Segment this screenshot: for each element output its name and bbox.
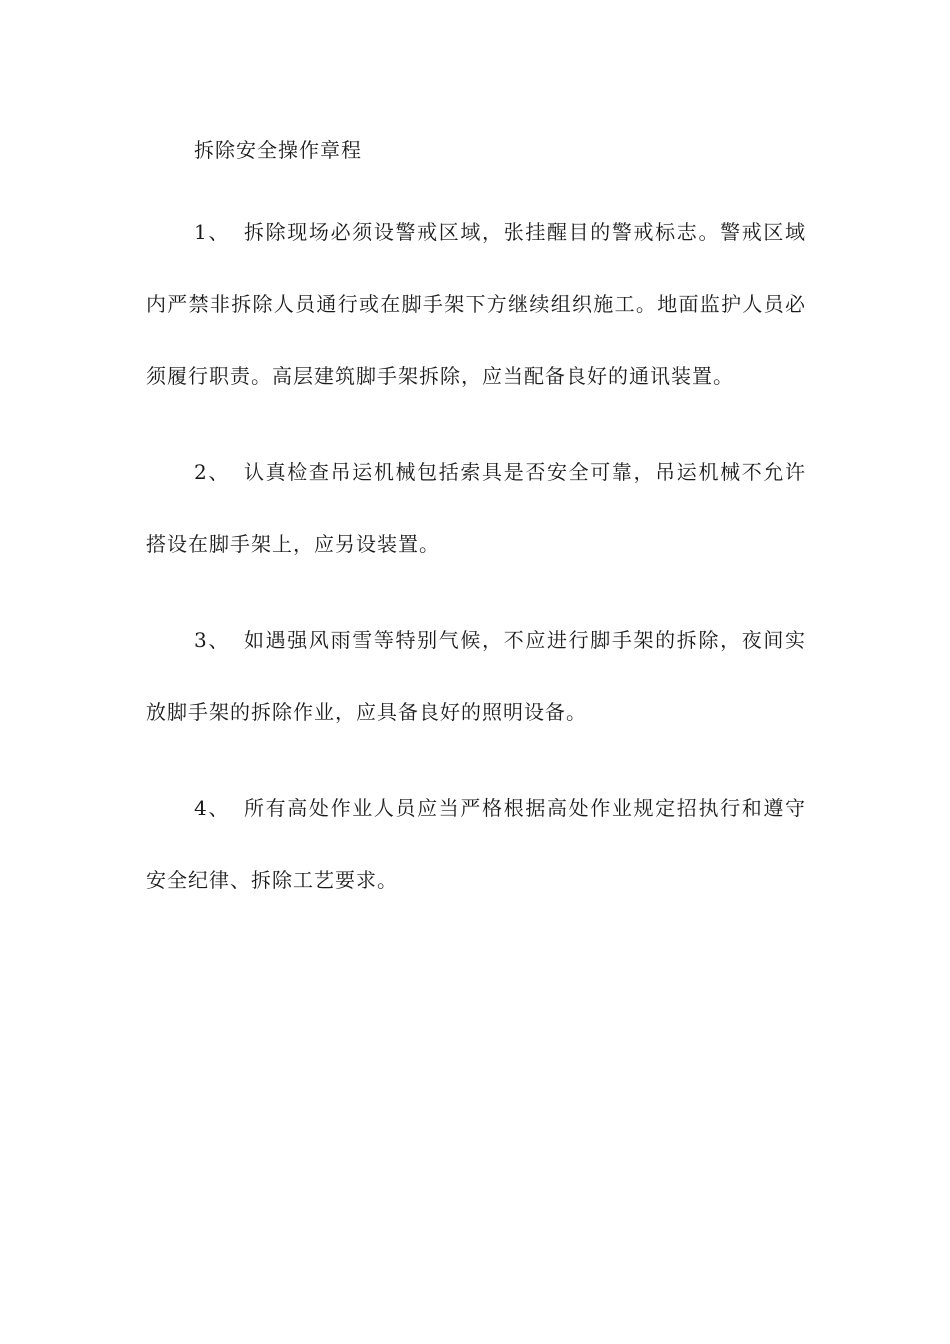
paragraph-item-4 [146, 772, 806, 916]
paragraph-item-2 [146, 436, 806, 580]
item-number: 1、 [194, 220, 231, 244]
paragraph-item-3 [146, 604, 806, 748]
item-text: 拆除现场必须设警戒区域，张挂醒目的警戒标志。警戒区域内严禁非拆除人员通行或在脚手架下方继续组织施工。地面监护人员必须履行职责。高层建筑脚手架拆除，应当配备良好的通讯装置。 [146, 220, 807, 388]
document-title: 拆除安全操作章程 [194, 138, 362, 162]
item-text: 认真检查吊运机械包括索具是否安全可靠，吊运机械不允许搭设在脚手架上，应另设装置。 [146, 460, 807, 556]
item-text: 如遇强风雨雪等特别气候，不应进行脚手架的拆除，夜间实放脚手架的拆除作业，应具备良好的照明设备。 [146, 628, 807, 724]
item-text: 所有高处作业人员应当严格根据高处作业规定招执行和遵守安全纪律、拆除工艺要求。 [146, 796, 807, 892]
item-number: 3、 [194, 628, 231, 652]
paragraph-item-1 [146, 196, 806, 412]
item-number: 4、 [194, 796, 231, 820]
item-number: 2、 [194, 460, 231, 484]
document-body [146, 128, 806, 916]
